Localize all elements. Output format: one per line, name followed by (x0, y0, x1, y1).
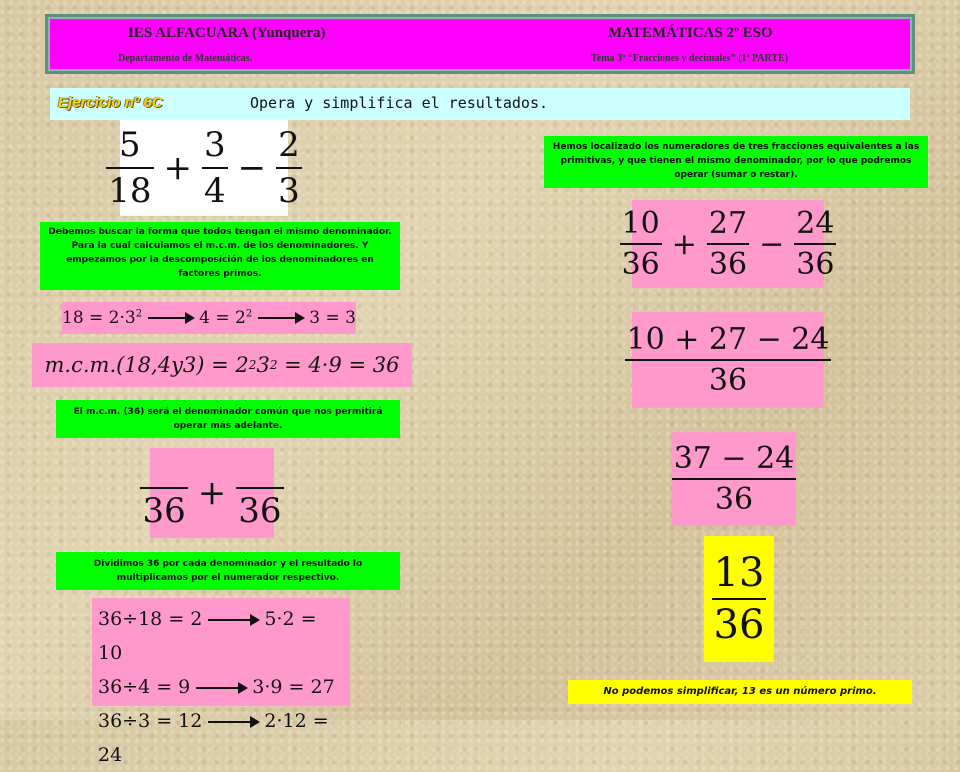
department-name: Departamento de Matemáticas. (118, 53, 253, 64)
note-divide: Dividimos 36 por cada denominador y el resultado lo multiplicamos por el numerador respectivo. (56, 552, 400, 590)
combined-numerator-expression (626, 312, 830, 408)
numerator: 2 (278, 125, 300, 165)
factorization-line (62, 302, 356, 334)
minus-operator: − (237, 148, 267, 188)
school-name: IES ALFACUARA (Yunquera) (128, 25, 326, 41)
denominator: 18 (108, 171, 152, 211)
fraction-24-36: $\frac{24}{36}$ (796, 206, 835, 282)
final-result (704, 536, 774, 662)
minus-operator: − (759, 226, 785, 262)
denominator: 4 (204, 171, 226, 211)
numerator: 5 (119, 125, 141, 165)
division-row-1: 36÷18 = 2 5·2 = 10 (98, 608, 317, 664)
plus-operator: + (671, 226, 697, 262)
partial-result-expression (672, 432, 796, 526)
note-final: No podemos simplificar, 13 es un número primo. (568, 680, 912, 704)
fraction-2 (202, 125, 228, 211)
fraction-10-36: $\frac{10}{36}$ (621, 206, 660, 282)
header-banner (45, 14, 915, 74)
exercise-statement: Opera y simplifica el resultados. (250, 94, 549, 112)
lcm-line: m.c.m.(18,4y3) = 2 2 3 2 = 4·9 = 36 (32, 343, 412, 387)
numerator: 3 (204, 125, 226, 165)
combined-fraction: $\frac{10 + 27 - 24}{36}$ (626, 322, 830, 398)
partial-fraction: $\frac{37 - 24}{36}$ (673, 441, 795, 517)
factor-18: $18 = 2\cdot 3^2$ (62, 308, 143, 328)
equivalent-expression (621, 200, 835, 288)
factor-3: 3 = 3 (309, 308, 356, 328)
denominator: 3 (278, 171, 300, 211)
common-denominator-expression (142, 448, 282, 538)
fraction-27-36: $\frac{27}{36}$ (708, 206, 748, 282)
empty-fraction-2: 36 (236, 455, 283, 531)
result-fraction: $\frac{13}{36}$ (713, 550, 765, 648)
fraction-3 (276, 125, 302, 211)
empty-fraction-1: 36 (140, 455, 187, 531)
arrow-icon (258, 317, 303, 319)
subject-title: MATEMÁTICAS 2º ESO (608, 25, 773, 41)
factor-4: $4 = 2^2$ (199, 308, 253, 328)
exercise-bar (50, 88, 910, 120)
plus-operator: + (197, 473, 227, 513)
division-row-3: 36÷3 = 12 2·12 = 24 (98, 710, 329, 766)
division-steps (92, 598, 350, 766)
note-equivalent: Hemos localizado los numeradores de tres fracciones equivalentes a las primitivas, y que tienen el mismo denominador, por lo que podremos operar (sumar o restar). (544, 136, 928, 188)
arrow-icon (148, 317, 193, 319)
topic-title: Tema 3º “Fracciones y decimales” (1ª PARTE) (591, 53, 789, 64)
initial-expression (108, 120, 300, 216)
plus-operator: + (163, 148, 192, 188)
fraction-1 (106, 125, 153, 211)
exercise-label: Ejercicio nº 6C (58, 94, 163, 111)
note-lcm-intro: Debemos buscar la forma que todos tengan el mismo denominador. Para la cual calculamos el m.c.m. de los denominadores. Y empezamos por la descomposición de los denominadores en factores primos. (40, 222, 400, 290)
division-row-2: 36÷4 = 9 3·9 = 27 (98, 676, 335, 698)
note-lcm-result: El m.c.m. (36) será el denominador común que nos permitirá operar más adelante. (56, 400, 400, 438)
